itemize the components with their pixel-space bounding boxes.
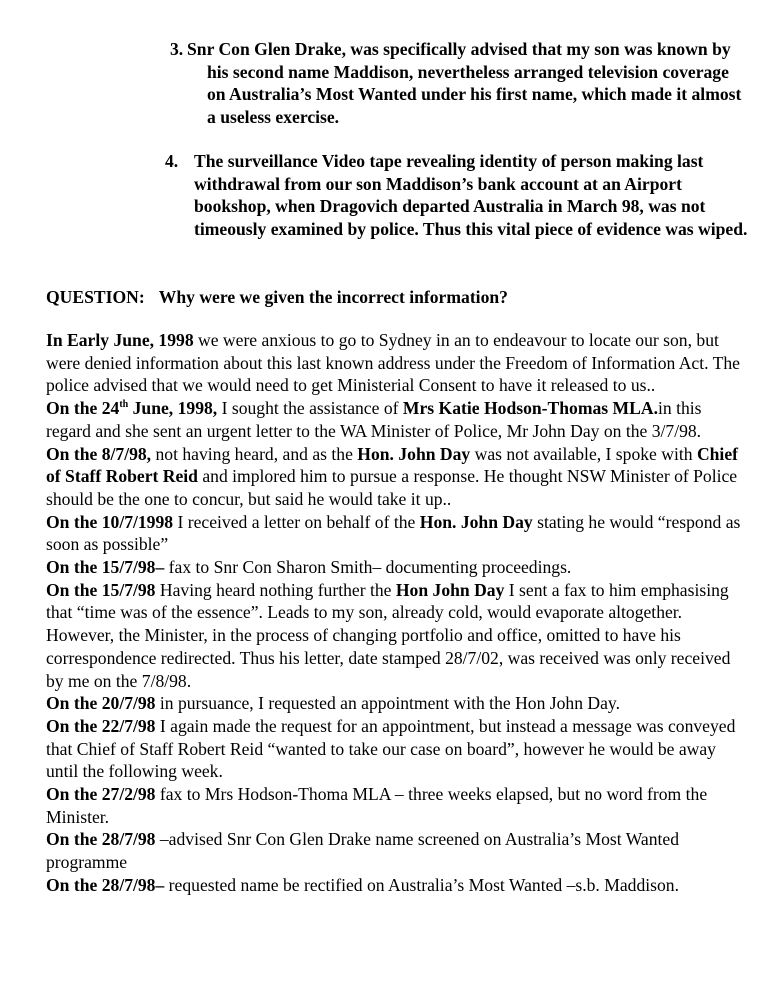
date-lead: On the 20/7/98 bbox=[46, 693, 156, 714]
paragraph-text: was not available, I spoke with bbox=[470, 443, 697, 464]
date-lead: On the 15/7/98 bbox=[46, 579, 156, 600]
paragraph-text: stating he would “respond as soon as possible” bbox=[46, 511, 741, 555]
paragraph-text: fax to Snr Con Sharon Smith– documenting proceedings. bbox=[164, 557, 572, 578]
person-name: Hon. John Day bbox=[357, 443, 471, 464]
paragraph-text: I sent a fax to him emphasising that “time was of the essence”. Leads to my son, already cold, would evaporate altogether. However, the Minister, in the process of changing portfolio and office, omitted to have his correspondence redirected. Thus his letter, date stamped 28/7/02, was received was only received by me on the 7/8/98. bbox=[46, 579, 731, 691]
paragraph-text: –advised Snr Con Glen Drake name screened on Australia’s Most Wanted programme bbox=[46, 829, 679, 873]
person-name: Hon. John Day bbox=[419, 511, 533, 532]
person-name: Mrs Katie Hodson-Thomas MLA. bbox=[402, 398, 658, 419]
paragraph-20-7-98 bbox=[46, 692, 746, 715]
paragraph-text: not having heard, and as the bbox=[151, 443, 358, 464]
ordinal-suffix: th bbox=[119, 399, 129, 411]
paragraph-text: I sought the assistance of bbox=[217, 398, 403, 419]
numbered-item-3 bbox=[170, 38, 750, 129]
paragraph-15-7-98-fax bbox=[46, 556, 746, 579]
date-lead: On the 22/7/98 bbox=[46, 715, 156, 736]
paragraph-10-7-1998 bbox=[46, 511, 746, 556]
paragraph-22-7-98 bbox=[46, 715, 746, 783]
date-lead: On the 27/2/98 bbox=[46, 784, 156, 805]
paragraph-24-june bbox=[46, 397, 746, 442]
paragraph-text: I received a letter on behalf of the bbox=[173, 511, 420, 532]
paragraph-text: requested name be rectified on Australia’s Most Wanted –s.b. Maddison. bbox=[164, 874, 680, 895]
item-number: 4. bbox=[165, 151, 179, 171]
date-lead: On the 28/7/98 bbox=[46, 829, 156, 850]
date-lead-part: June, 1998, bbox=[128, 398, 218, 419]
paragraph-8-7-98 bbox=[46, 443, 746, 511]
paragraph-28-7-98-requested bbox=[46, 874, 746, 897]
question-heading bbox=[46, 286, 508, 309]
date-lead: In Early June, 1998 bbox=[46, 330, 194, 350]
paragraph-text: we were anxious to go to Sydney in an to endeavour to locate our son, but were denied information about this last known address under the Freedom of Information Act. The police advised that we would need to get Ministerial Consent to have it released to us.. bbox=[46, 330, 740, 396]
paragraph-text: I again made the request for an appointment, but instead a message was conveyed that Chief of Staff Robert Reid “wanted to take our case on board”, however he would be away until the following week. bbox=[46, 715, 736, 782]
paragraph-text: in this regard and she sent an urgent letter to the WA Minister of Police, Mr John Day on the 3/7/98. bbox=[46, 398, 702, 441]
person-name: Hon John Day bbox=[395, 579, 505, 600]
paragraph-text: and implored him to pursue a response. He thought NSW Minister of Police should be the one to concur, but said he would take it up.. bbox=[46, 466, 738, 509]
item-text: The surveillance Video tape revealing identity of person making last withdrawal from our son Maddison’s bank account at an Airport bookshop, when Dragovich departed Australia in March 98, was not timeously examined by police. Thus this vital piece of evidence was wiped. bbox=[194, 151, 748, 240]
paragraph-early-june bbox=[46, 329, 746, 397]
date-lead: On the 10/7/1998 bbox=[46, 511, 174, 532]
numbered-item-4 bbox=[165, 150, 755, 241]
paragraph-text: fax to Mrs Hodson-Thoma MLA – three weeks elapsed, but no word from the Minister. bbox=[46, 784, 708, 827]
paragraph-text: Having heard nothing further the bbox=[155, 579, 396, 600]
question-text: Why were we given the incorrect information? bbox=[158, 287, 508, 307]
paragraph-text: in pursuance, I requested an appointment with the Hon John Day. bbox=[155, 693, 620, 714]
item-number: 3. bbox=[170, 39, 184, 59]
chronology-body bbox=[46, 329, 746, 897]
paragraph-27-2-98 bbox=[46, 783, 746, 828]
person-name: Chief of Staff Robert Reid bbox=[46, 443, 738, 487]
date-lead: On the 28/7/98– bbox=[46, 874, 165, 895]
question-label: QUESTION: bbox=[46, 287, 145, 307]
date-lead-part: On the 24 bbox=[46, 398, 120, 419]
item-text: Snr Con Glen Drake, was specifically advised that my son was known by his second name Maddison, nevertheless arranged television coverage on Australia’s Most Wanted under his first name, which made it almost a useless exercise. bbox=[187, 39, 742, 128]
date-lead: On the 8/7/98, bbox=[46, 443, 152, 464]
date-lead bbox=[46, 398, 217, 418]
paragraph-15-7-98 bbox=[46, 579, 746, 693]
paragraph-28-7-98-advised bbox=[46, 828, 746, 873]
date-lead: On the 15/7/98– bbox=[46, 557, 165, 578]
